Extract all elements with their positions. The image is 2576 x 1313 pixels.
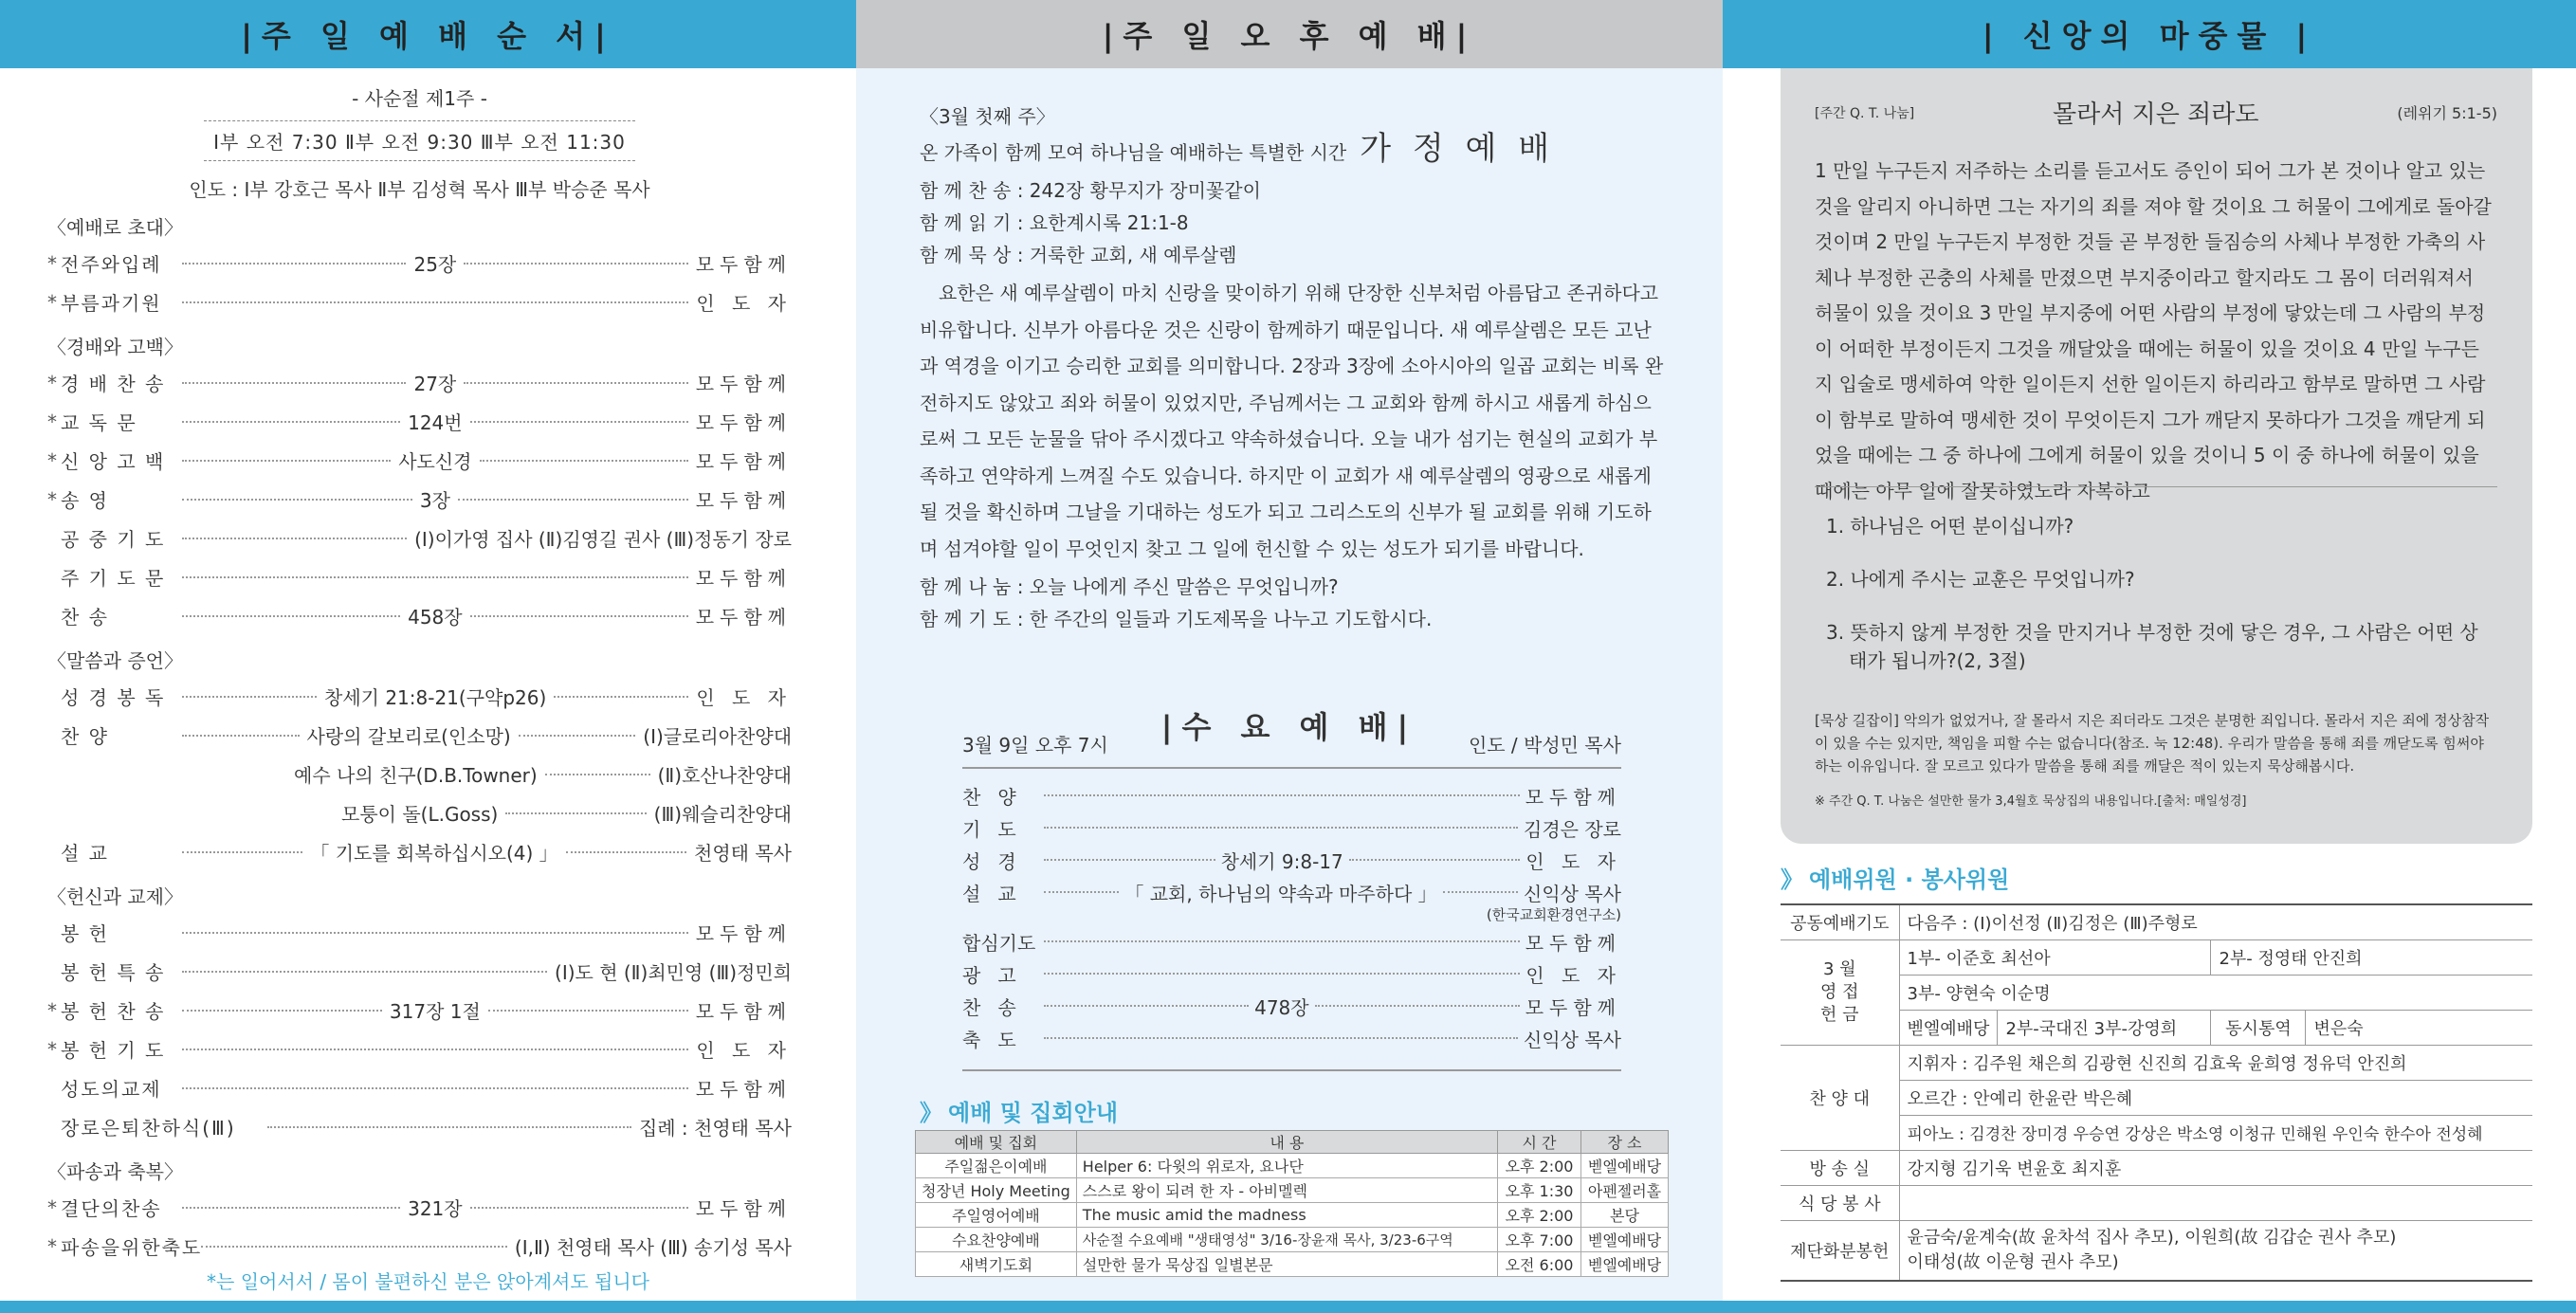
staff-title: 》 예배위원 · 봉사위원	[1781, 866, 2010, 893]
wednesday-order	[962, 779, 1621, 1054]
order-row: * 봉 헌 기 도 인 도 자	[47, 1037, 792, 1062]
meditation-line: 함 께 묵 상 : 거룩한 교회, 새 예루살렘	[920, 244, 1237, 266]
section-offering: 〈헌신과 교제〉	[47, 885, 183, 908]
prayer-line: 함 께 기 도 : 한 주간의 일들과 기도제목을 나누고 기도합시다.	[920, 608, 1433, 630]
wednesday-row: 설교 「 교회, 하나님의 약속과 마주하다 」 신익상 목사	[962, 882, 1621, 905]
wednesday-service-title: |수 요 예 배|	[1160, 709, 1418, 745]
reading-line: 함 께 읽 기 : 요한계시록 21:1-8	[920, 211, 1189, 234]
order-row: 모퉁이 돌(L.Goss) (Ⅲ)웨슬리찬양대	[341, 803, 792, 826]
table-row: 식 당 봉 사	[1781, 1185, 2532, 1220]
wednesday-row: 광고 인 도 자	[962, 963, 1621, 987]
table-row: 청장년 Holy Meeting 스스로 왕이 되려 한 자 - 아비멜렉 오후 1:30 아펜젤러홀	[916, 1178, 1669, 1203]
season-subtitle: - 사순절 제1주 -	[352, 87, 487, 110]
order-row: 봉 헌 모두함께	[61, 922, 792, 945]
qt-box	[1781, 68, 2532, 844]
service-guide-title: 》 예배 및 집회안내	[920, 1100, 1118, 1126]
faith-header: | 신앙의 마중물 |	[1723, 0, 2576, 68]
week-label: 〈3월 첫째 주〉	[920, 105, 1055, 128]
wednesday-date: 3월 9일 오후 7시	[962, 734, 1108, 757]
order-row: 주 기 도 문 모두함께	[61, 567, 792, 590]
order-row: * 부름과기원 인 도 자	[47, 290, 792, 315]
chevron-right-icon: 》	[920, 1100, 939, 1126]
wednesday-row: 성경 창세기 9:8-17 인 도 자	[962, 849, 1622, 873]
wednesday-service-info	[962, 730, 1621, 769]
table-header-row: 예배 및 집회 내 용 시 간 장 소	[916, 1131, 1669, 1154]
table-row: 방 송 실 강지형 김기욱 변윤호 최지훈	[1781, 1150, 2532, 1185]
order-row: * 송 영 3장 모두함께	[47, 487, 793, 512]
order-row: 예수 나의 친구(D.B.Towner) (Ⅱ)호산나찬양대	[294, 764, 792, 787]
section-sending: 〈파송과 축복〉	[47, 1160, 183, 1183]
qt-reference: (레위기 5:1-5)	[2397, 104, 2497, 122]
order-row: * 봉 헌 찬 송 317장 1절 모두함께	[47, 998, 792, 1023]
hymn-line: 함 께 찬 송 : 242장 황무지가 장미꽃같이	[920, 179, 1261, 202]
family-worship	[920, 100, 1669, 635]
table-row: 제단화분봉헌 윤금숙/윤계숙(故 윤차석 집사 추모), 이원희(故 김갑순 권사 추모) 이태성(故 이운형 권사 추모)	[1781, 1220, 2532, 1281]
qt-question-3: 3. 뜻하지 않게 부정한 것을 만지거나 부정한 것에 닿은 경우, 그 사람은 어떤 상태가 됩니까?(2, 3절)	[1826, 621, 2478, 672]
wednesday-leader: 인도 / 박성민 목사	[1468, 734, 1621, 757]
wednesday-row: 합심기도 모두함께	[962, 931, 1621, 955]
family-intro: 온 가족이 함께 모여 하나님을 예배하는 특별한 시간 가 정 예 배	[920, 130, 1556, 168]
order-row: * 전주와입례 25장 모두함께	[47, 251, 792, 276]
section-worship: 〈경배와 고백〉	[47, 336, 183, 358]
qt-tag: [주간 Q. T. 나눔]	[1815, 105, 1915, 121]
order-row: 성도의교제 모두함께	[61, 1078, 792, 1101]
table-row: 3 월 영 접 헌 금 1부- 이준호 최선아 2부- 정영태 안진희	[1781, 939, 2532, 975]
qt-title: 몰라서 지은 죄라도	[2053, 100, 2259, 129]
qt-divider	[1815, 486, 2497, 487]
order-row: 설 교 「 기도를 회복하십시오(4) 」 천영태 목사	[61, 842, 793, 865]
table-row: 주일영어예배 The music amid the madness 오후 2:00 본당	[916, 1203, 1669, 1228]
qt-scripture: 1 만일 누구든지 저주하는 소리를 듣고서도 증인이 되어 그가 본 것이나 알고 있는 것을 알리지 아니하면 그는 자기의 죄를 져야 할 것이요 그 허물이 그에게로 돌아갈 것이며 2 만일 누구든지 부정한 것들 곧 부정한 들짐승의 사체나 부정한 가축의 사체나 부정한 곤충의 사체를 만졌으면 부지중이라고 할지라도 그 몸이 더러워져서 허물이 있을 것이요 3 만일 부지중에 어떤 사람의 부정에 닿았는데 그 사람의 부정이 어떠한 부정이든지 그것을 깨달았을 때에는 허물이 있을 것이요 4 만일 누구든지 입술로 맹세하여 악한 일이든지 선한 일이든지 하리라고 함부로 말하면 그 사람이 함부로 말하여 맹세한 것이 무엇이든지 그가 깨닫지 못하다가 그것을 깨닫게 되었을 때에는 그 중 하나에 그에게 허물이 있을 것이니 5 이 중 하나에 허물이 있을 때에는 아무 일에 잘못하였노라 자복하고	[1815, 159, 2492, 502]
standing-note: *는 일어서서 / 몸이 불편하신 분은 앉아계셔도 됩니다	[207, 1270, 649, 1293]
order-row: * 결단의찬송 321장 모두함께	[47, 1195, 792, 1220]
qt-source: ※ 주간 Q. T. 나눔은 설만한 물가 3,4월호 묵상집의 내용입니다.[출처: 매일성경]	[1815, 794, 2247, 809]
order-row: 성 경 봉 독 창세기 21:8-21(구약p26) 인 도 자	[61, 686, 793, 709]
order-row: * 경 배 찬 송 27장 모두함께	[47, 371, 792, 395]
afternoon-service-header: |주 일 오 후 예 배|	[856, 0, 1723, 68]
table-row: 주일젊은이예배 Helper 6: 다윗의 위로자, 요나단 오후 2:00 벧엘예배당	[916, 1154, 1669, 1178]
preacher-affiliation: (한국교회환경연구소)	[1486, 906, 1621, 923]
section-invitation: 〈예배로 초대〉	[47, 216, 183, 239]
table-row: 찬 양 대 지휘자 : 김주원 채은희 김광현 신진희 김효욱 윤희영 정유덕 안진희	[1781, 1045, 2532, 1080]
sunday-order-content	[47, 68, 792, 1266]
wednesday-row: 축도 신익상 목사	[962, 1028, 1621, 1051]
order-row: 찬 양 사랑의 갈보리로(인소망) (Ⅰ)글로리아찬양대	[61, 725, 793, 748]
staff-table	[1781, 903, 2532, 1282]
table-row: 새벽기도회 설만한 물가 묵상집 일별본문 오전 6:00 벧엘예배당	[916, 1252, 1669, 1277]
chevron-right-icon: 》	[1781, 866, 1800, 893]
table-row: 피아노 : 김경찬 장미경 우승연 강상은 박소영 이청규 민해원 우인숙 한수아 전성혜	[1781, 1115, 2532, 1150]
bottom-bar	[0, 1301, 2576, 1313]
order-row: * 파송을위한축도 (Ⅰ,Ⅱ) 천영태 목사 (Ⅲ) 송기성 목사	[47, 1234, 792, 1259]
order-row: 공 중 기 도 (Ⅰ)이가영 집사 (Ⅱ)김영길 권사 (Ⅲ)정동기 장로	[61, 528, 792, 551]
qt-question-2: 2. 나에게 주시는 교훈은 무엇입니까?	[1826, 568, 2135, 591]
table-row: 오르간 : 안예리 한윤란 박은혜	[1781, 1080, 2532, 1115]
family-worship-title: 가 정 예 배	[1360, 130, 1556, 168]
wednesday-divider	[962, 1069, 1621, 1071]
table-row: 공동예배기도 다음주 : (Ⅰ)이선정 (Ⅱ)김정은 (Ⅲ)주형로	[1781, 904, 2532, 939]
qt-question-1: 1. 하나님은 어떤 분이십니까?	[1826, 515, 2074, 538]
wednesday-row: 찬양 모두함께	[962, 785, 1621, 809]
qt-guide-note: [묵상 길잡이] 악의가 없었거나, 잘 몰라서 지은 죄더라도 그것은 분명한 죄입니다. 몰라서 지은 죄에 정상참작이 있을 수는 있지만, 책임을 피할 수는 없습니다(참조. 눅 12:48). 우리가 말씀을 통해 죄를 깨닫도록 힘써야 하는 이유입니다. 잘 모르고 있다가 말씀을 통해 죄를 깨달은 적이 있는지 묵상해봅시다.	[1815, 712, 2490, 775]
table-row: 3부- 양현숙 이순명	[1781, 975, 2532, 1010]
wednesday-row: 찬송 478장 모두함께	[962, 995, 1621, 1019]
table-row: 벧엘예배당 2부-국대진 3부-강영희 동시통역 변은숙	[1781, 1010, 2532, 1045]
qt-heading	[1815, 95, 2497, 130]
meditation-paragraph: 요한은 새 예루살렘이 마치 신랑을 맞이하기 위해 단장한 신부처럼 아름답고 존귀하다고 비유합니다. 신부가 아름다운 것은 신랑이 함께하기 때문입니다. 새 예루살렘은 모든 고난과 역경을 이기고 승리한 교회를 의미합니다. 2장과 3장에 소아시아의 일곱 교회는 비록 완전하지도 않았고 죄와 허물이 있었지만, 주님께서는 그 교회와 함께 하시고 새롭게 하심으로써 그 모든 눈물을 닦아 주시겠다고 약속하셨습니다. 오늘 내가 섬기는 현실의 교회가 부족하고 연약하게 느껴질 수도 있습니다. 하지만 이 교회가 새 예루살렘의 영광으로 새롭게 될 것을 확신하며 그날을 기대하는 성도가 되고 그리스도의 신부가 될 교회를 위해 기도하며 섬겨야할 일이 무엇인지 찾고 그 일에 헌신할 수 있는 성도가 되기를 바랍니다.	[920, 282, 1664, 560]
service-guide-table	[915, 1130, 1669, 1277]
service-times: Ⅰ부 오전 7:30 Ⅱ부 오전 9:30 Ⅲ부 오전 11:30	[204, 120, 635, 161]
sharing-line: 함 께 나 눔 : 오늘 나에게 주신 말씀은 무엇입니까?	[920, 575, 1339, 598]
order-row: 찬 송 458장 모두함께	[61, 606, 792, 629]
wednesday-row: 기도 김경은 장로	[962, 817, 1621, 841]
order-row: 봉 헌 특 송 (Ⅰ)도 현 (Ⅱ)최민영 (Ⅲ)정민희	[61, 961, 792, 984]
order-row: * 교 독 문 124번 모두함께	[47, 410, 792, 434]
service-leaders: 인도 : Ⅰ부 강호근 목사 Ⅱ부 김성혁 목사 Ⅲ부 박승준 목사	[189, 178, 650, 201]
section-word: 〈말씀과 증언〉	[47, 649, 183, 672]
table-row: 수요찬양예배 사순절 수요예배 "생태영성" 3/16-장윤재 목사, 3/23-6구역 오후 7:00 벧엘예배당	[916, 1228, 1669, 1252]
order-row: * 신 앙 고 백 사도신경 모두함께	[47, 448, 792, 473]
sunday-order-header: |주 일 예 배 순 서|	[0, 0, 856, 68]
order-row: 장로은퇴찬하식(Ⅲ) 집례 : 천영태 목사	[61, 1117, 792, 1140]
